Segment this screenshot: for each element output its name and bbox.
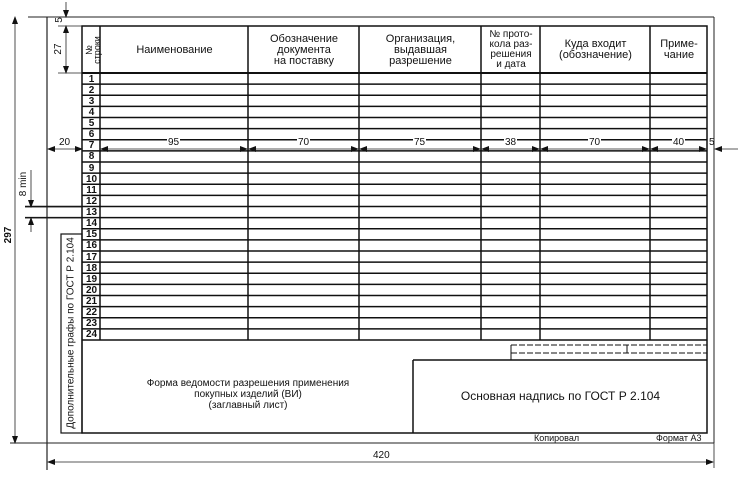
row-number: 19: [85, 273, 98, 285]
row-number: 18: [85, 262, 98, 274]
header-note: [651, 27, 707, 73]
dim-right-margin: 5: [709, 137, 715, 148]
form-title-line3: (заглавный лист): [208, 400, 288, 411]
header-doc-line2: документа: [277, 43, 331, 56]
header-name-text: Наименование: [136, 43, 213, 56]
header-where-line2: (обозначение): [559, 49, 632, 61]
dim-col-org: 75: [414, 137, 426, 148]
row-number: 2: [88, 84, 95, 96]
row-number: 15: [85, 229, 98, 241]
dim-sheet-width: 420: [373, 450, 390, 461]
row-number: 14: [85, 218, 98, 230]
row-number: 24: [85, 329, 98, 341]
header-row-number: [83, 27, 100, 73]
header-where-line1: Куда входит: [564, 38, 627, 50]
form-title: [83, 378, 413, 411]
dim-row-height: 8 min: [18, 171, 29, 197]
row-number: 4: [88, 106, 95, 118]
row-number: 8: [88, 151, 95, 163]
row-number: 11: [86, 184, 97, 196]
header-note-line2: чание: [663, 49, 695, 61]
row-number: 17: [85, 251, 98, 263]
row-number: 13: [85, 207, 98, 218]
header-protocol-line3: решения: [490, 49, 532, 60]
footer-format: Формат А3: [656, 433, 702, 443]
row-number: 12: [85, 195, 98, 207]
dim-top-margin: 5: [54, 17, 65, 23]
dim-col-doc: 70: [298, 137, 310, 148]
row-number: 3: [88, 95, 95, 107]
header-document: [249, 27, 359, 73]
dim-header-height: 27: [53, 43, 64, 55]
row-number: 20: [85, 284, 98, 296]
header-protocol: [482, 27, 540, 73]
dim-col-name: 95: [168, 137, 180, 148]
row-number: 6: [88, 129, 95, 141]
row-number: 9: [88, 162, 95, 174]
row-number: 22: [85, 307, 98, 319]
header-protocol-line1: № прото-: [489, 29, 533, 40]
row-number: 5: [88, 118, 95, 129]
header-protocol-line4: и дата: [496, 59, 526, 70]
row-number: 23: [85, 318, 98, 330]
row-number: 7: [88, 140, 95, 152]
header-where-used: [541, 27, 650, 73]
form-title-line2: покупных изделий (ВИ): [194, 389, 302, 400]
form-title-line1: Форма ведомости разрешения применения: [146, 378, 350, 389]
row-number-header-line1: №: [84, 45, 94, 55]
dim-col-note: 40: [673, 137, 685, 148]
header-org-line3: разрешение: [389, 54, 452, 67]
row-number: 21: [85, 296, 98, 307]
header-name: [101, 27, 248, 73]
title-block-label: Основная надпись по ГОСТ Р 2.104: [460, 389, 661, 403]
header-organization: [360, 27, 481, 73]
row-number: 16: [85, 240, 98, 252]
header-org-line1: Организация,: [385, 32, 456, 45]
row-number: 10: [85, 173, 98, 185]
header-org-line2: выдавшая: [393, 43, 448, 56]
footer-copied: Копировал: [534, 433, 580, 443]
header-protocol-line2: кола раз-: [489, 39, 533, 50]
dim-col-where: 70: [589, 137, 601, 148]
row-number: 1: [88, 73, 95, 85]
row-number-header-line2: строки: [92, 36, 102, 64]
dim-col-protocol: 38: [505, 137, 517, 148]
header-note-line1: Приме-: [660, 38, 698, 50]
dim-left-margin: 20: [59, 137, 71, 148]
dim-sheet-height: 297: [3, 226, 14, 244]
side-extra-columns-label: Дополнительные графы по ГОСТ Р 2.104: [65, 237, 77, 429]
header-doc-line3: на поставку: [273, 54, 335, 67]
header-doc-line1: Обозначение: [269, 32, 339, 45]
